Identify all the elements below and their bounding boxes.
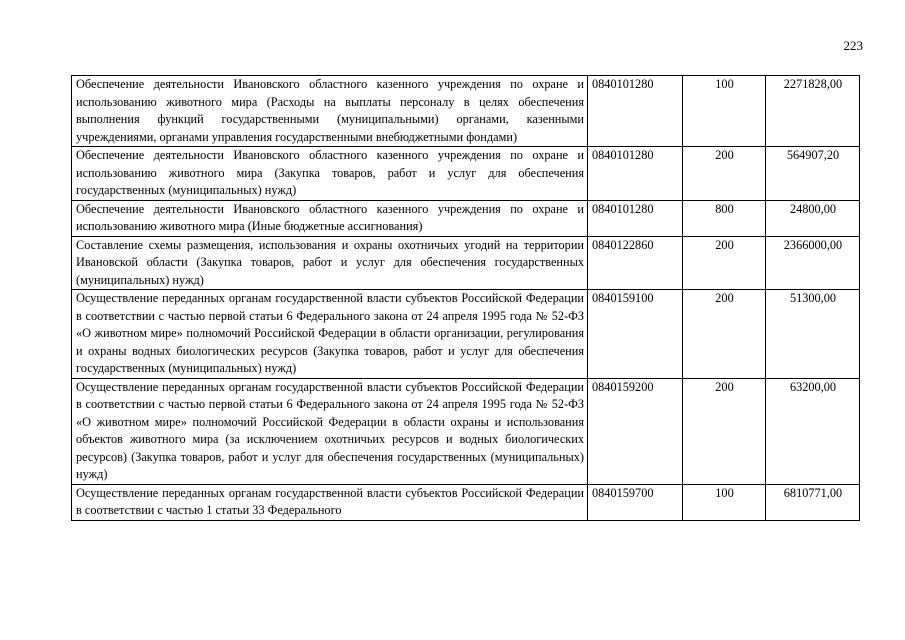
table-row [72, 236, 860, 290]
table-row [72, 200, 860, 236]
budget-table [71, 75, 860, 521]
row-expense-type: 100 [683, 76, 766, 147]
row-target-code: 0840101280 [588, 147, 683, 201]
row-description: Составление схемы размещения, использования и охраны охотничьих угодий на территории Ивановской области (Закупка товаров, работ и услуг для обеспечения государственных (муниципальных) нужд) [72, 236, 588, 290]
row-amount: 2271828,00 [766, 76, 860, 147]
row-expense-type: 200 [683, 236, 766, 290]
row-target-code: 0840101280 [588, 200, 683, 236]
row-target-code: 0840101280 [588, 76, 683, 147]
row-expense-type: 800 [683, 200, 766, 236]
page-number: 223 [843, 38, 863, 53]
row-amount: 6810771,00 [766, 484, 860, 520]
row-target-code: 0840122860 [588, 236, 683, 290]
row-expense-type: 200 [683, 378, 766, 484]
row-description: Осуществление переданных органам государственной власти субъектов Российской Федерации в соответствии с частью 1 статьи 33 Федерального [72, 484, 588, 520]
table-row [72, 147, 860, 201]
row-target-code: 0840159100 [588, 290, 683, 379]
row-target-code: 0840159200 [588, 378, 683, 484]
row-target-code: 0840159700 [588, 484, 683, 520]
table-row [72, 378, 860, 484]
table-row [72, 76, 860, 147]
table-row [72, 484, 860, 520]
row-expense-type: 200 [683, 147, 766, 201]
row-description: Обеспечение деятельности Ивановского областного казенного учреждения по охране и использованию животного мира (Иные бюджетные ассигнования) [72, 200, 588, 236]
row-expense-type: 200 [683, 290, 766, 379]
row-amount: 63200,00 [766, 378, 860, 484]
row-description: Осуществление переданных органам государственной власти субъектов Российской Федерации в соответствии с частью первой статьи 6 Федерального закона от 24 апреля 1995 года № 52-ФЗ «О животном мире» полномочий Российской Федерации в области организации, регулирования и охраны водных биологических ресурсов (Закупка товаров, работ и услуг для обеспечения государственных (муниципальных) нужд) [72, 290, 588, 379]
table-row [72, 290, 860, 379]
row-amount: 2366000,00 [766, 236, 860, 290]
row-description: Обеспечение деятельности Ивановского областного казенного учреждения по охране и использованию животного мира (Расходы на выплаты персоналу в целях обеспечения выполнения функций государственными (муниципальными) органами, казенными учреждениями, органами управления государственными внебюджетными фондами) [72, 76, 588, 147]
row-amount: 564907,20 [766, 147, 860, 201]
row-description: Осуществление переданных органам государственной власти субъектов Российской Федерации в соответствии с частью первой статьи 6 Федерального закона от 24 апреля 1995 года № 52-ФЗ «О животном мире» полномочий Российской Федерации в области охраны и использования объектов животного мира (за исключением охотничьих ресурсов и водных биологических ресурсов) (Закупка товаров, работ и услуг для обеспечения государственных (муниципальных) нужд) [72, 378, 588, 484]
row-amount: 51300,00 [766, 290, 860, 379]
row-amount: 24800,00 [766, 200, 860, 236]
row-description: Обеспечение деятельности Ивановского областного казенного учреждения по охране и использованию животного мира (Закупка товаров, работ и услуг для обеспечения государственных (муниципальных) нужд) [72, 147, 588, 201]
row-expense-type: 100 [683, 484, 766, 520]
